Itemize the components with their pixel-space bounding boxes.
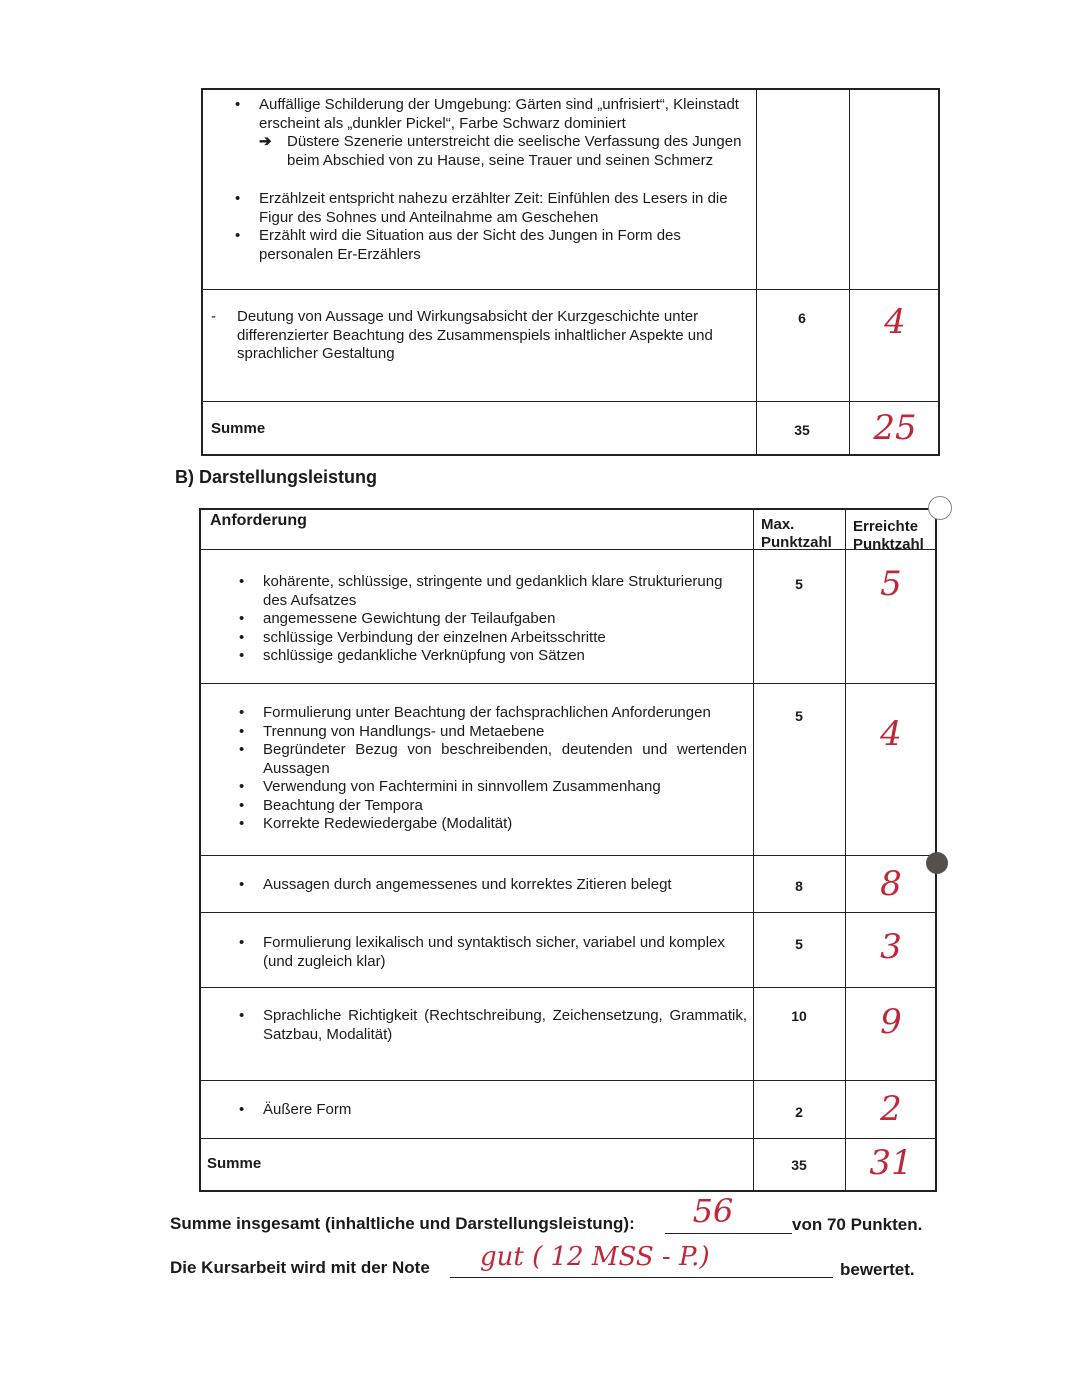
max-points: 5 [795, 708, 803, 724]
list-item: • Korrekte Redewiedergabe (Modalität) [239, 815, 747, 834]
arrow-icon: ➔ [259, 133, 272, 150]
max-points-sum: 35 [791, 1157, 807, 1173]
achieved-points: 8 [880, 864, 902, 904]
requirement-text: Deutung von Aussage und Wirkungsabsicht der Kurzgeschichte unter differenzierter Beachtung des Zusammenspiels inhaltlicher Aspekte und sprachlicher Gestaltung [237, 308, 713, 362]
grade-label: Die Kursarbeit wird mit der Note [170, 1258, 430, 1277]
achieved-points: 2 [880, 1089, 902, 1129]
max-points: 5 [795, 576, 803, 592]
list-item: • Formulierung lexikalisch und syntaktisch sicher, variabel und komplex (und zugleich klar) [239, 934, 747, 971]
list-item: • angemessene Gewichtung der Teilaufgaben [239, 610, 749, 629]
list-item: • Trennung von Handlungs- und Metaebene [239, 723, 747, 742]
header-requirement: Anforderung [210, 512, 307, 529]
achieved-points: 4 [884, 302, 906, 342]
requirement-cell [239, 573, 749, 666]
achieved-points: 5 [880, 564, 902, 604]
list-item: • Beachtung der Tempora [239, 797, 747, 816]
requirement-cell [235, 96, 747, 264]
requirement-cell [239, 1007, 747, 1044]
list-item: • schlüssige Verbindung der einzelnen Arbeitsschritte [239, 629, 749, 648]
table-row [203, 90, 938, 290]
max-points: 5 [795, 936, 803, 952]
list-item: • Begründeter Bezug von beschreibenden, deutenden und wertenden Aussagen [239, 741, 747, 778]
dash-marker: - [211, 308, 216, 325]
sum-label: Summe [211, 420, 266, 437]
conclusion-line [259, 133, 747, 170]
table-row [201, 550, 935, 684]
grade-underline [450, 1277, 833, 1278]
table-row [201, 988, 935, 1081]
table-b [199, 508, 937, 1192]
total-suffix: von 70 Punkten. [792, 1215, 923, 1234]
achieved-points-sum: 31 [869, 1143, 913, 1183]
achieved-points-sum: 25 [873, 408, 917, 448]
max-points: 8 [795, 878, 803, 894]
list-item: • Sprachliche Richtigkeit (Rechtschreibung, Zeichensetzung, Grammatik, Satzbau, Modalität) [239, 1007, 747, 1044]
requirement-cell [239, 934, 747, 971]
punch-hole [928, 496, 952, 520]
list-item: • Formulierung unter Beachtung der fachsprachlichen Anforderungen [239, 704, 747, 723]
table-header [201, 510, 935, 553]
max-points: 2 [795, 1104, 803, 1120]
list-item: • Erzählzeit entspricht nahezu erzählter Zeit: Einfühlen des Lesers in die Figur des Sohnes und Anteilnahme am Geschehen [235, 190, 747, 227]
max-points: 10 [791, 1008, 807, 1024]
table-a [201, 88, 940, 456]
total-underline [665, 1233, 792, 1234]
total-value: 56 [692, 1192, 734, 1230]
list-item: • Auffällige Schilderung der Umgebung: Gärten sind „unfrisiert“, Kleinstadt erscheint als „dunkler Pickel“, Farbe Schwarz dominiert [235, 96, 747, 133]
achieved-points: 3 [880, 927, 902, 967]
table-row [201, 913, 935, 988]
achieved-points: 4 [880, 714, 902, 754]
sum-row [201, 1139, 935, 1192]
table-row [203, 290, 938, 402]
punch-hole [926, 852, 948, 874]
list-item: • kohärente, schlüssige, stringente und gedanklich klare Strukturierung des Aufsatzes [239, 573, 749, 610]
header-achieved: Erreichte Punktzahl [853, 518, 924, 553]
list-item: • Aussagen durch angemessenes und korrektes Zitieren belegt [239, 876, 747, 895]
list-item: • Verwendung von Fachtermini in sinnvollem Zusammenhang [239, 778, 747, 797]
table-row [201, 856, 935, 913]
achieved-points: 9 [880, 1002, 902, 1042]
requirement-cell [239, 1101, 747, 1120]
header-max: Max. Punktzahl [761, 516, 832, 551]
list-item: • Erzählt wird die Situation aus der Sicht des Jungen in Form des personalen Er-Erzählers [235, 227, 747, 264]
total-label: Summe insgesamt (inhaltliche und Darstellungsleistung): [170, 1214, 635, 1233]
grade-value: gut ( 12 MSS - P.) [480, 1242, 710, 1272]
requirement-cell [239, 704, 747, 834]
sum-row [203, 402, 938, 456]
requirement-cell [239, 876, 747, 895]
list-item: • schlüssige gedankliche Verknüpfung von Sätzen [239, 647, 749, 666]
table-row [201, 684, 935, 856]
max-points: 6 [798, 310, 806, 326]
list-item: • Äußere Form [239, 1101, 747, 1120]
conclusion-text: Düstere Szenerie unterstreicht die seelische Verfassung des Jungen beim Abschied von zu Hause, seine Trauer und seinen Schmerz [287, 133, 742, 169]
section-title: B) Darstellungsleistung [175, 467, 378, 487]
sum-label: Summe [207, 1155, 262, 1172]
table-row [201, 1081, 935, 1139]
grade-suffix: bewertet. [840, 1260, 915, 1279]
max-points-sum: 35 [794, 422, 810, 438]
